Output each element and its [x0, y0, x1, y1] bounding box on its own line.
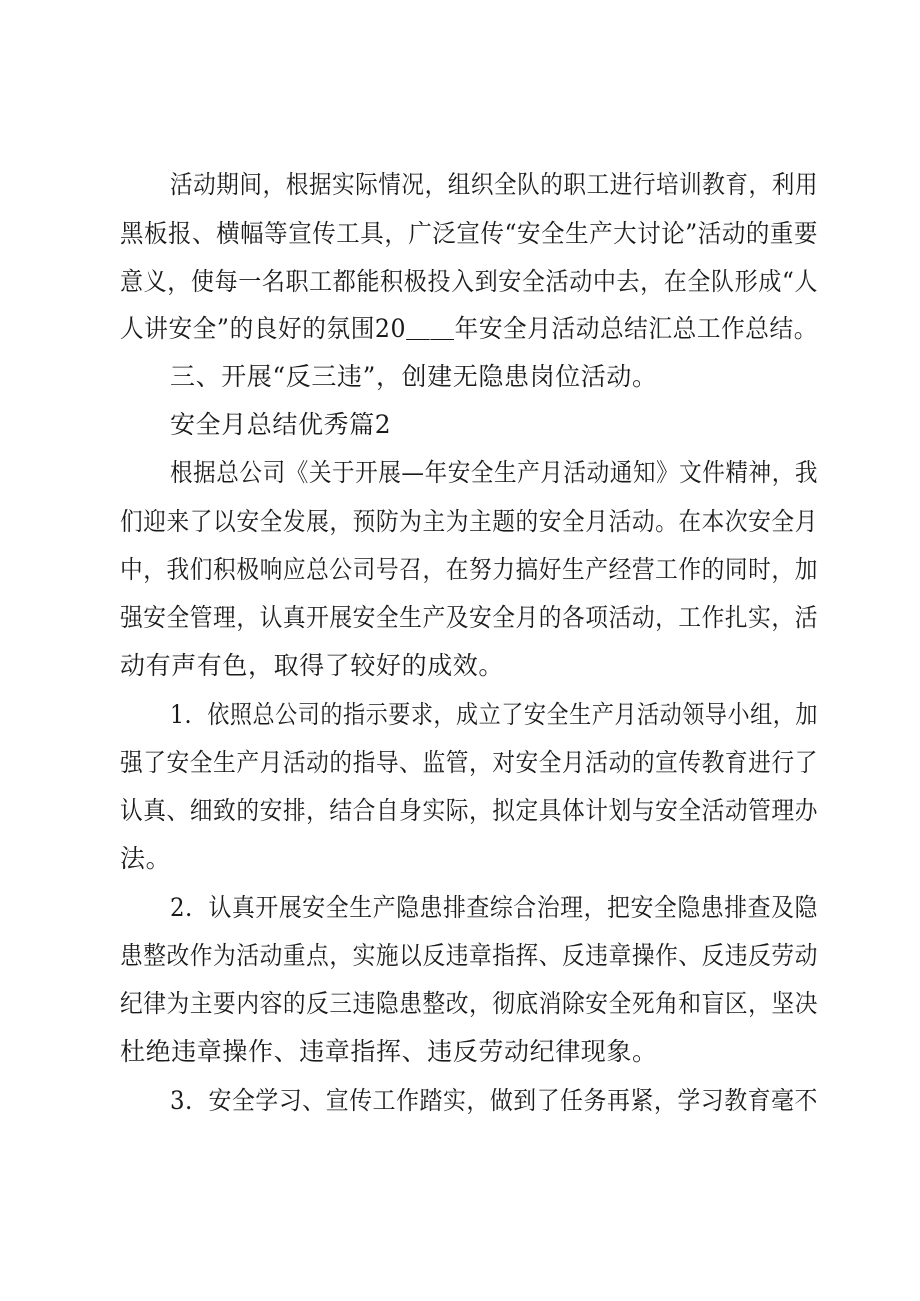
text-line: 杜绝违章操作、违章指挥、违反劳动纪律现象。	[120, 1037, 658, 1066]
text-line: 们迎来了以安全发展，预防为主为主题的安全月活动。在本次安全月	[120, 507, 818, 536]
text-line: 强了安全生产月活动的指导、监管，对安全月活动的宣传教育进行了	[120, 748, 818, 777]
text-line: 法。	[120, 844, 172, 873]
text-line: 3．安全学习、宣传工作踏实，做到了任务再紧，学习教育毫不	[170, 1086, 818, 1115]
text-line: 中，我们积极响应总公司号召，在努力搞好生产经营工作的同时，加	[120, 555, 818, 584]
article-title: 安全月总结优秀篇2	[170, 410, 392, 439]
section-heading: 三、开展“反三违”，创建无隐患岗位活动。	[170, 362, 658, 391]
text-line: 认真、细致的安排，结合自身实际，拟定具体计划与安全活动管理办	[120, 796, 818, 825]
text-line: 患整改作为活动重点，实施以反违章指挥、反违章操作、反违反劳动	[120, 941, 818, 970]
text-line: 纪律为主要内容的反三违隐患整改，彻底消除安全死角和盲区，坚决	[120, 989, 818, 1018]
text-line: 黑板报、横幅等宣传工具，广泛宣传“安全生产大讨论”活动的重要	[120, 219, 818, 248]
text-line: 2．认真开展安全生产隐患排查综合治理，把安全隐患排查及隐	[170, 893, 818, 922]
text-line: 活动期间，根据实际情况，组织全队的职工进行培训教育，利用	[170, 170, 818, 199]
text-line: 动有声有色，取得了较好的成效。	[120, 651, 505, 680]
text-line: 意义，使每一名职工都能积极投入到安全活动中去，在全队形成“人	[120, 267, 818, 296]
text-line: 根据总公司《关于开展—年安全生产月活动通知》文件精神，我	[170, 458, 818, 487]
text-line: 人讲安全”的良好的氛围20＿＿年安全月活动总结汇总工作总结。	[120, 314, 818, 343]
text-line: 1．依照总公司的指示要求，成立了安全生产月活动领导小组，加	[170, 700, 819, 729]
text-line: 强安全管理，认真开展安全生产及安全月的各项活动，工作扎实，活	[120, 603, 818, 632]
